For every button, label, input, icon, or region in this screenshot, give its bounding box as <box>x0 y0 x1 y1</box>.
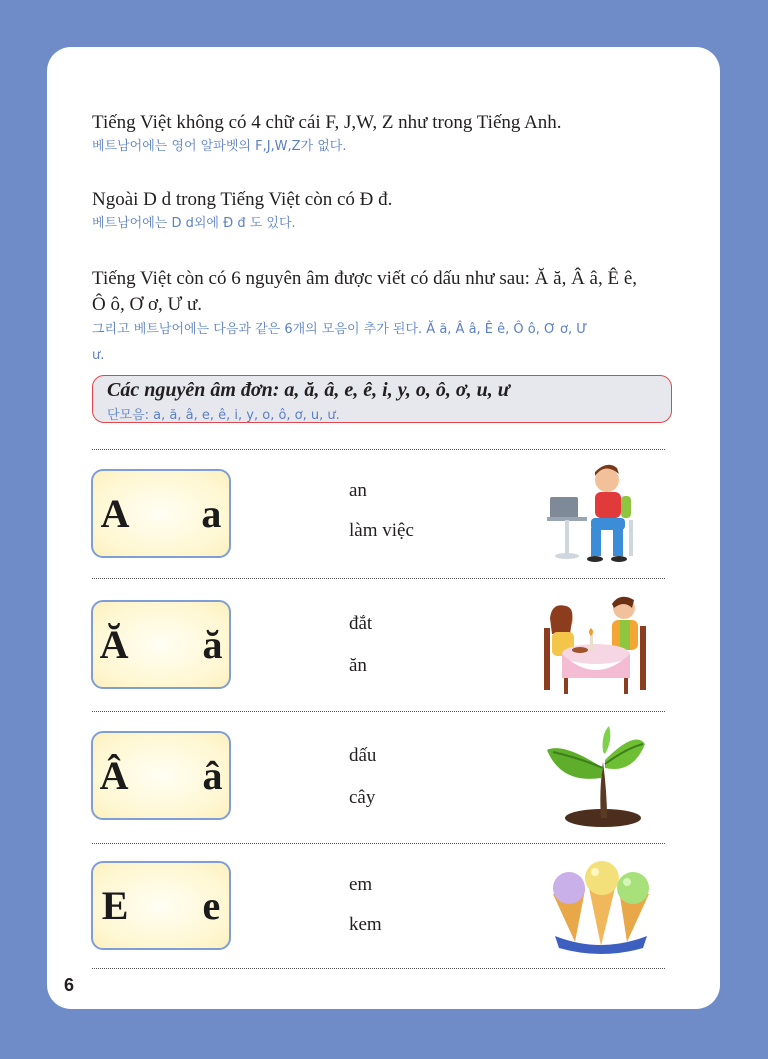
divider <box>92 968 665 969</box>
intro-2-vi: Ngoài D d trong Tiếng Việt còn có Đ đ. <box>92 189 393 210</box>
intro-1-vi: Tiếng Việt không có 4 chữ cái F, J,W, Z như trong Tiếng Anh. <box>92 112 562 133</box>
word-2: làm việc <box>349 520 414 541</box>
word-1: an <box>349 480 367 501</box>
letter-card-text: Ă ă <box>99 622 241 667</box>
intro-1-ko: 베트남어에는 영어 알파벳의 F,J,W,Z가 없다. <box>92 139 347 154</box>
intro-2-ko: 베트남어에는 D d외에 Đ đ 도 있다. <box>92 216 296 231</box>
couple-eating-dinner-icon <box>540 590 652 698</box>
page-number: 6 <box>64 975 75 995</box>
vowel-box <box>92 375 672 423</box>
plant-sprout-icon <box>543 722 645 830</box>
letter-card-text: Â â <box>99 753 241 798</box>
word-2: cây <box>349 787 376 808</box>
intro-3-ko-line1: 그리고 베트남어에는 다음과 같은 6개의 모음이 추가 된다. Ă ă, Â â, Ê ê, Ô ô, Ơ ơ, Ư <box>92 322 588 337</box>
word-2: kem <box>349 914 382 935</box>
divider <box>92 711 665 712</box>
letter-card-a-circumflex <box>91 731 241 820</box>
letter-card-text: A a <box>100 491 240 536</box>
word-1: em <box>349 874 373 895</box>
letter-card-e <box>91 861 239 950</box>
divider <box>92 578 665 579</box>
letter-card-a <box>91 469 240 558</box>
intro-3-vi-line2: Ô ô, Ơ ơ, Ư ư. <box>92 294 203 315</box>
letter-card-text: E e <box>101 883 239 928</box>
word-2: ăn <box>349 655 367 676</box>
vowel-box-title: Các nguyên âm đơn: a, ă, â, e, ê, i, y, o, ô, ơ, u, ư <box>107 379 510 401</box>
boy-working-at-laptop-icon <box>545 462 645 567</box>
intro-3-ko-line2: ư. <box>92 348 105 363</box>
ice-cream-cones-icon <box>545 856 657 954</box>
divider <box>92 449 665 450</box>
divider <box>92 843 665 844</box>
vowel-box-ko: 단모음: a, ă, â, e, ê, i, y, o, ô, ơ, u, ư. <box>107 408 340 423</box>
word-1: dấu <box>349 745 377 766</box>
word-1: đắt <box>349 613 373 634</box>
intro-3-vi-line1: Tiếng Việt còn có 6 nguyên âm được viết có dấu như sau: Ă ă, Â â, Ê ê, <box>92 268 638 289</box>
letter-card-a-breve <box>91 600 241 689</box>
